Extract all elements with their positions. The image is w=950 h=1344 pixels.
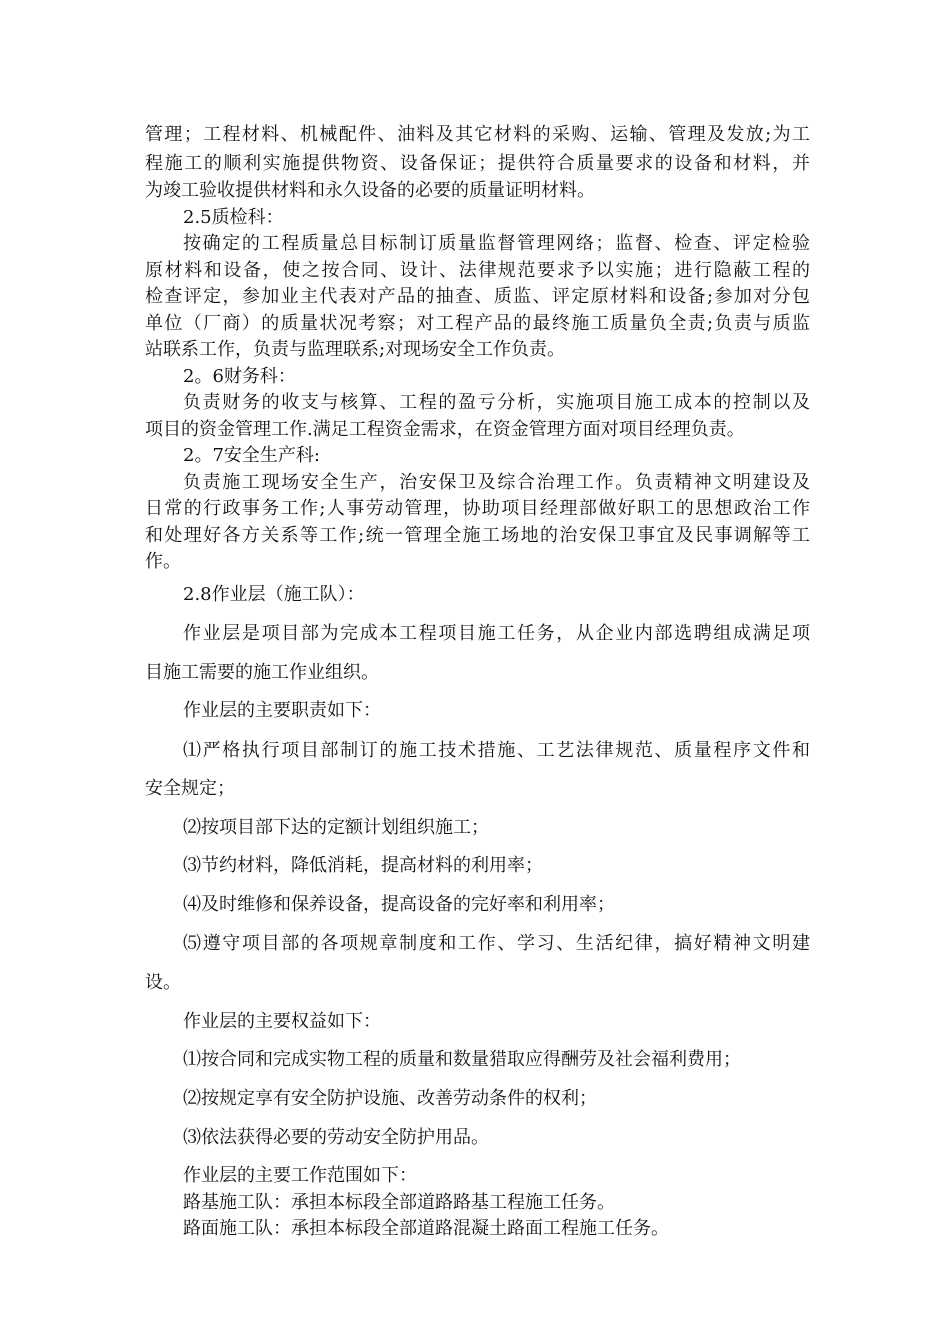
paragraph-line: 原材料和设备，使之按合同、设计、法律规范要求予以实施；进行隐蔽工程的 xyxy=(145,260,810,281)
list-item: ⑵按项目部下达的定额计划组织施工； xyxy=(183,817,489,838)
paragraph-line: 检查评定，参加业主代表对产品的抽查、质监、评定原材料和设备;参加对分包 xyxy=(145,286,810,307)
section-heading-2-6: 2。6财务科： xyxy=(183,366,296,387)
list-item: ⑸遵守项目部的各项规章制度和工作、学习、生活纪律，搞好精神文明建 xyxy=(183,933,810,954)
subheading-scope: 作业层的主要工作范围如下： xyxy=(183,1165,417,1186)
paragraph-line: 按确定的工程质量总目标制订质量监督管理网络；监督、检查、评定检验 xyxy=(183,233,810,254)
subheading-rights: 作业层的主要权益如下： xyxy=(183,1011,381,1032)
list-item: ⑵按规定享有安全防护设施、改善劳动条件的权利； xyxy=(183,1088,597,1109)
paragraph-line: 为竣工验收提供材料和永久设备的必要的质量证明材料。 xyxy=(145,180,595,201)
paragraph-line: 负责施工现场安全生产，治安保卫及综合治理工作。负责精神文明建设及 xyxy=(183,472,810,493)
section-heading-2-5: 2.5质检科： xyxy=(183,207,284,228)
list-item-continuation: 安全规定； xyxy=(145,778,235,799)
list-item-continuation: 设。 xyxy=(145,972,181,993)
paragraph-line: 和处理好各方关系等工作;统一管理全施工场地的治安保卫事宜及民事调解等工 xyxy=(145,525,810,546)
paragraph-line: 管理；工程材料、机械配件、油料及其它材料的采购、运输、管理及发放;为工 xyxy=(145,124,810,145)
list-item: ⑴按合同和完成实物工程的质量和数量猎取应得酬劳及社会福利费用； xyxy=(183,1049,741,1070)
scope-item-roadbed: 路基施工队：承担本标段全部道路路基工程施工任务。 xyxy=(183,1192,615,1213)
paragraph-line: 单位（厂商）的质量状况考察；对工程产品的最终施工质量负全责;负责与质监 xyxy=(145,313,810,334)
paragraph-line: 程施工的顺利实施提供物资、设备保证；提供符合质量要求的设备和材料，并 xyxy=(145,153,810,174)
section-heading-2-7: 2。7安全生产科: xyxy=(183,445,320,466)
paragraph-line: 日常的行政事务工作;人事劳动管理，协助项目经理部做好职工的思想政治工作 xyxy=(145,498,810,519)
list-item: ⑴严格执行项目部制订的施工技术措施、工艺法律规范、质量程序文件和 xyxy=(183,740,810,761)
paragraph-line: 作。 xyxy=(145,551,181,572)
list-item: ⑷及时维修和保养设备，提高设备的完好率和利用率； xyxy=(183,894,615,915)
list-item: ⑶依法获得必要的劳动安全防护用品。 xyxy=(183,1127,489,1148)
paragraph-line: 负责财务的收支与核算、工程的盈亏分析，实施项目施工成本的控制以及 xyxy=(183,392,810,413)
paragraph-line: 作业层是项目部为完成本工程项目施工任务，从企业内部选聘组成满足项 xyxy=(183,623,810,644)
paragraph-line: 站联系工作，负责与监理联系;对现场安全工作负责。 xyxy=(145,339,566,360)
scope-item-pavement: 路面施工队：承担本标段全部道路混凝土路面工程施工任务。 xyxy=(183,1218,669,1239)
paragraph-line: 项目的资金管理工作.满足工程资金需求，在资金管理方面对项目经理负责。 xyxy=(145,419,745,440)
section-heading-2-8: 2.8作业层（施工队）： xyxy=(183,584,365,605)
subheading-duties: 作业层的主要职责如下： xyxy=(183,700,381,721)
paragraph-line: 目施工需要的施工作业组织。 xyxy=(145,662,379,683)
list-item: ⑶节约材料，降低消耗，提高材料的利用率； xyxy=(183,855,543,876)
